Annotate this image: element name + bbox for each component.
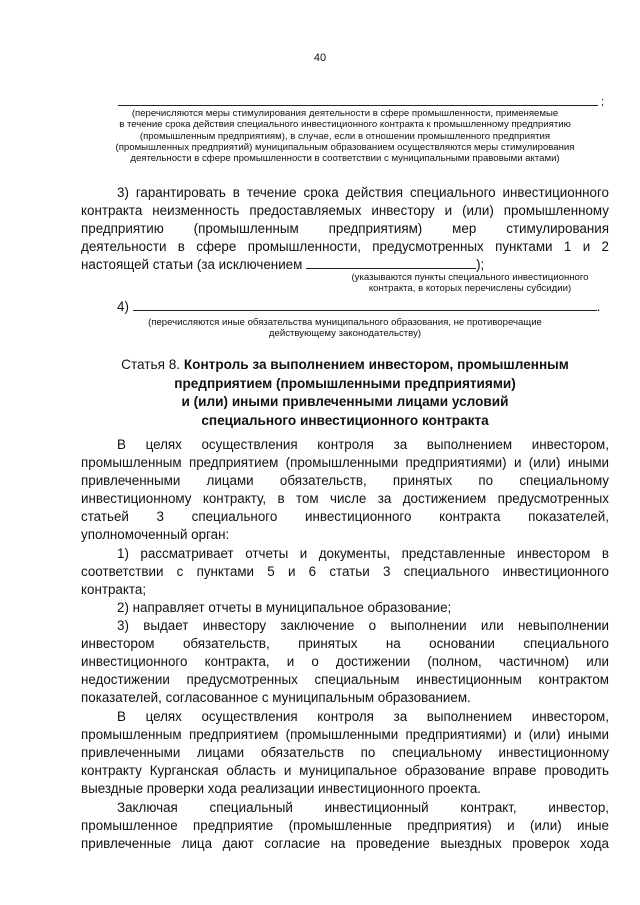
text-line: Заключая специальный инвестиционный контракт, инвестор, — [117, 800, 609, 815]
text-line: деятельности в сфере промышленности, предусмотренных пунктами 1 и 2 — [81, 239, 609, 255]
note-line: (перечисляются иные обязательства муниципального образования, не противоречащие — [148, 317, 542, 328]
page-number: 40 — [313, 52, 327, 64]
note-line: (промышленным предприятиям), в случае, если в отношении промышленного предприятия — [139, 130, 551, 142]
semicolon: ; — [601, 96, 605, 108]
text-line: статьей 3 специального инвестиционного контракта показателей, — [81, 509, 609, 525]
paragraph-inspections — [81, 708, 609, 798]
note-line: действующему законодательству) — [268, 328, 422, 340]
heading-line — [81, 356, 609, 375]
list-item-2 — [81, 599, 609, 617]
text-line: инвестиционному контракту, в том числе за достижением предусмотренных — [81, 491, 609, 507]
text-line: соответствии с пунктами 5 и 6 статьи 3 специального инвестиционного — [81, 564, 609, 580]
text-line: выездные проверки хода реализации инвестиционного проекта. — [81, 781, 481, 797]
fill-in-blank — [133, 310, 597, 311]
text-line: 1) рассматривает отчеты и документы, представленные инвестором в — [117, 546, 609, 561]
list-item-1 — [81, 545, 609, 599]
text-fragment: ); — [476, 257, 485, 273]
text-line: показателей, согласованное с муниципальным образованием. — [81, 690, 471, 706]
text-line: контракту Курганская область и муниципальное образование вправе проводить — [81, 763, 609, 779]
heading-line — [81, 412, 609, 431]
subsidy-note — [330, 272, 610, 295]
note-line: деятельности в сфере промышленности в соответствии с муниципальными правовыми актами) — [130, 153, 560, 165]
text-line: предприятию (промышленным предприятиям) мер стимулирования — [81, 221, 609, 237]
article-heading — [81, 356, 609, 430]
paragraph-consent — [81, 799, 609, 853]
article-number: Статья 8. — [121, 357, 181, 372]
article-title-part: специального инвестиционного контракта — [201, 412, 489, 428]
note-line: (указываются пункты специального инвестиционного — [351, 272, 589, 283]
text-line: привлеченными лицами обязательств, принятых по специальному — [81, 473, 609, 489]
text-line: недостижении предусмотренных специальным инвестиционным контрактом — [81, 672, 609, 688]
paragraph-control — [81, 436, 609, 545]
text-line: 3) гарантировать в течение срока действия специального инвестиционного — [117, 185, 609, 200]
article-title-part: предприятием (промышленными предприятиями) — [174, 375, 516, 391]
note-line: (перечисляются меры стимулирования деятельности в сфере промышленности, применяемые — [131, 108, 559, 119]
text-line: 2) направляет отчеты в муниципальное образование; — [117, 600, 452, 615]
heading-line — [81, 393, 609, 412]
note-line: в течение срока действия специального инвестиционного контракта к промышленному предприятию — [119, 119, 571, 131]
heading-line — [81, 375, 609, 394]
fill-in-line-measures — [118, 105, 598, 106]
item-4 — [81, 298, 609, 316]
text-line: контракта; — [81, 582, 147, 598]
text-line: 3) выдает инвестору заключение о выполнении или невыполнении — [117, 618, 609, 633]
fill-in-blank — [306, 268, 476, 269]
list-item-3 — [81, 617, 609, 707]
text-line: инвестиционного контракта, и о достижении (полном, частичном) или — [81, 654, 609, 670]
text-line: привлеченные лица дают согласие на проведение выездных проверок хода — [81, 836, 609, 852]
measures-note — [81, 108, 609, 164]
text-line: промышленным предприятием (промышленными предприятиями) и (или) иными — [81, 455, 609, 471]
text-line: промышленное предприятие (промышленные предприятия) и (или) иные — [81, 818, 609, 834]
item-3 — [81, 184, 609, 274]
text-fragment: 4) — [117, 299, 129, 314]
text-line — [81, 298, 609, 316]
text-line: В целях осуществления контроля за выполнением инвестором, — [117, 437, 609, 452]
text-line: уполномоченный орган: — [81, 527, 230, 543]
note-line: (промышленных предприятий) муниципальным образованием осуществляются меры стимулирования — [115, 141, 575, 153]
text-line: привлеченными лицами обязательств по специальному инвестиционному — [81, 745, 609, 761]
article-title-part: и (или) иными привлеченными лицами условий — [181, 394, 509, 409]
text-line: контракта неизменность предоставляемых инвестору и (или) промышленному — [81, 203, 609, 219]
text-line: В целях осуществления контроля за выполнением инвестором, — [117, 709, 609, 724]
text-fragment: . — [596, 299, 601, 314]
text-fragment: настоящей статьи (за исключением — [81, 257, 303, 273]
note-line: контракта, в которых перечислены субсидии) — [368, 283, 572, 295]
other-obligations-note — [81, 317, 609, 340]
text-line: инвестором обязательств, принятых на основании специального — [81, 636, 609, 652]
article-title-part: Контроль за выполнением инвестором, промышленным — [183, 357, 569, 372]
text-line: промышленным предприятием (промышленными предприятиями) и (или) иными — [81, 727, 609, 743]
